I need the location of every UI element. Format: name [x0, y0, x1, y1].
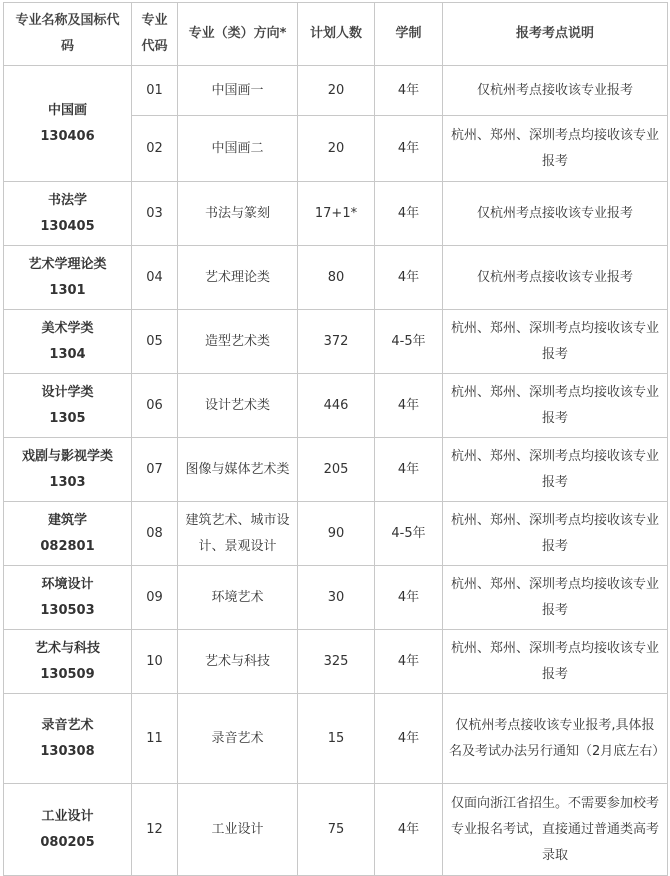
- code-cell: 10: [132, 630, 178, 694]
- major-name: 环境设计: [41, 576, 94, 592]
- plan-cell: 446: [298, 374, 375, 438]
- major-cell: [4, 630, 132, 694]
- direction-cell: 图像与媒体艺术类: [178, 438, 298, 502]
- note-cell: 杭州、郑州、深圳考点均接收该专业报考: [443, 116, 668, 182]
- note-cell: 杭州、郑州、深圳考点均接收该专业报考: [443, 438, 668, 502]
- years-cell: 4年: [375, 694, 443, 784]
- header-code: 专业代码: [132, 3, 178, 66]
- table-row: [4, 246, 668, 310]
- years-cell: 4年: [375, 438, 443, 502]
- major-code: 1305: [49, 410, 86, 426]
- major-cell: [4, 246, 132, 310]
- note-cell: 仅杭州考点接收该专业报考: [443, 182, 668, 246]
- table-row: [4, 438, 668, 502]
- major-name: 美术学类: [41, 320, 94, 336]
- major-cell: [4, 502, 132, 566]
- enrollment-table: [3, 2, 668, 876]
- code-cell: 06: [132, 374, 178, 438]
- direction-cell: 设计艺术类: [178, 374, 298, 438]
- note-cell: 仅杭州考点接收该专业报考: [443, 66, 668, 116]
- note-cell: 仅杭州考点接收该专业报考,具体报名及考试办法另行通知（2月底左右）: [443, 694, 668, 784]
- years-cell: 4年: [375, 66, 443, 116]
- major-code: 130308: [40, 743, 95, 759]
- plan-cell: 325: [298, 630, 375, 694]
- direction-cell: 书法与篆刻: [178, 182, 298, 246]
- plan-cell: 205: [298, 438, 375, 502]
- note-cell: 杭州、郑州、深圳考点均接收该专业报考: [443, 566, 668, 630]
- table-row: [4, 182, 668, 246]
- plan-cell: 80: [298, 246, 375, 310]
- major-name: 建筑学: [47, 512, 87, 528]
- code-cell: 09: [132, 566, 178, 630]
- table-row: [4, 694, 668, 784]
- major-name: 设计学类: [41, 384, 94, 400]
- major-code: 1304: [49, 346, 86, 362]
- major-name: 工业设计: [41, 808, 94, 824]
- major-cell: [4, 694, 132, 784]
- years-cell: 4-5年: [375, 502, 443, 566]
- direction-cell: 中国画二: [178, 116, 298, 182]
- note-cell: 杭州、郑州、深圳考点均接收该专业报考: [443, 310, 668, 374]
- code-cell: 03: [132, 182, 178, 246]
- code-cell: 11: [132, 694, 178, 784]
- years-cell: 4年: [375, 246, 443, 310]
- years-cell: 4年: [375, 784, 443, 876]
- major-code: 1301: [49, 282, 86, 298]
- code-cell: 02: [132, 116, 178, 182]
- years-cell: 4年: [375, 566, 443, 630]
- major-cell: [4, 566, 132, 630]
- table-row: [4, 66, 668, 116]
- major-name: 艺术与科技: [34, 640, 100, 656]
- plan-cell: 75: [298, 784, 375, 876]
- major-name: 录音艺术: [41, 717, 94, 733]
- years-cell: 4年: [375, 630, 443, 694]
- major-code: 082801: [40, 538, 95, 554]
- plan-cell: 90: [298, 502, 375, 566]
- direction-cell: 造型艺术类: [178, 310, 298, 374]
- major-code: 130406: [40, 128, 95, 144]
- major-cell: [4, 310, 132, 374]
- plan-cell: 20: [298, 66, 375, 116]
- header-plan: 计划人数: [298, 3, 375, 66]
- years-cell: 4-5年: [375, 310, 443, 374]
- major-name: 艺术学理论类: [28, 256, 107, 272]
- years-cell: 4年: [375, 374, 443, 438]
- header-major: 专业名称及国标代码: [4, 3, 132, 66]
- table-row: [4, 630, 668, 694]
- note-cell: 仅杭州考点接收该专业报考: [443, 246, 668, 310]
- major-name: 戏剧与影视学类1303: [21, 448, 113, 490]
- note-cell: 杭州、郑州、深圳考点均接收该专业报考: [443, 502, 668, 566]
- major-cell: [4, 66, 132, 182]
- major-code: 080205: [40, 834, 95, 850]
- note-cell: 杭州、郑州、深圳考点均接收该专业报考: [443, 630, 668, 694]
- code-cell: 08: [132, 502, 178, 566]
- code-cell: 01: [132, 66, 178, 116]
- note-cell: 仅面向浙江省招生。不需要参加校考专业报名考试，直接通过普通类高考录取: [443, 784, 668, 876]
- plan-cell: 30: [298, 566, 375, 630]
- major-cell: [4, 182, 132, 246]
- table-row: [4, 784, 668, 876]
- note-cell: 杭州、郑州、深圳考点均接收该专业报考: [443, 374, 668, 438]
- code-cell: 05: [132, 310, 178, 374]
- header-note: 报考考点说明: [443, 3, 668, 66]
- plan-cell: 17+1*: [298, 182, 375, 246]
- table-row: [4, 502, 668, 566]
- years-cell: 4年: [375, 182, 443, 246]
- years-cell: 4年: [375, 116, 443, 182]
- major-code: 130405: [40, 218, 95, 234]
- code-cell: 07: [132, 438, 178, 502]
- direction-cell: 艺术理论类: [178, 246, 298, 310]
- direction-cell: 录音艺术: [178, 694, 298, 784]
- direction-cell: 工业设计: [178, 784, 298, 876]
- direction-cell: 建筑艺术、城市设计、景观设计: [178, 502, 298, 566]
- header-years: 学制: [375, 3, 443, 66]
- code-cell: 04: [132, 246, 178, 310]
- major-name: 中国画: [47, 102, 87, 118]
- table-row: [4, 310, 668, 374]
- major-name: 书法学: [47, 192, 87, 208]
- header-direction: 专业（类）方向*: [178, 3, 298, 66]
- major-cell: [4, 374, 132, 438]
- plan-cell: 20: [298, 116, 375, 182]
- header-row: [4, 3, 668, 66]
- major-cell: [4, 438, 132, 502]
- plan-cell: 15: [298, 694, 375, 784]
- major-code: 130503: [40, 602, 95, 618]
- direction-cell: 中国画一: [178, 66, 298, 116]
- direction-cell: 环境艺术: [178, 566, 298, 630]
- code-cell: 12: [132, 784, 178, 876]
- major-cell: [4, 784, 132, 876]
- major-code: 130509: [40, 666, 95, 682]
- direction-cell: 艺术与科技: [178, 630, 298, 694]
- plan-cell: 372: [298, 310, 375, 374]
- table-row: [4, 374, 668, 438]
- table-row: [4, 566, 668, 630]
